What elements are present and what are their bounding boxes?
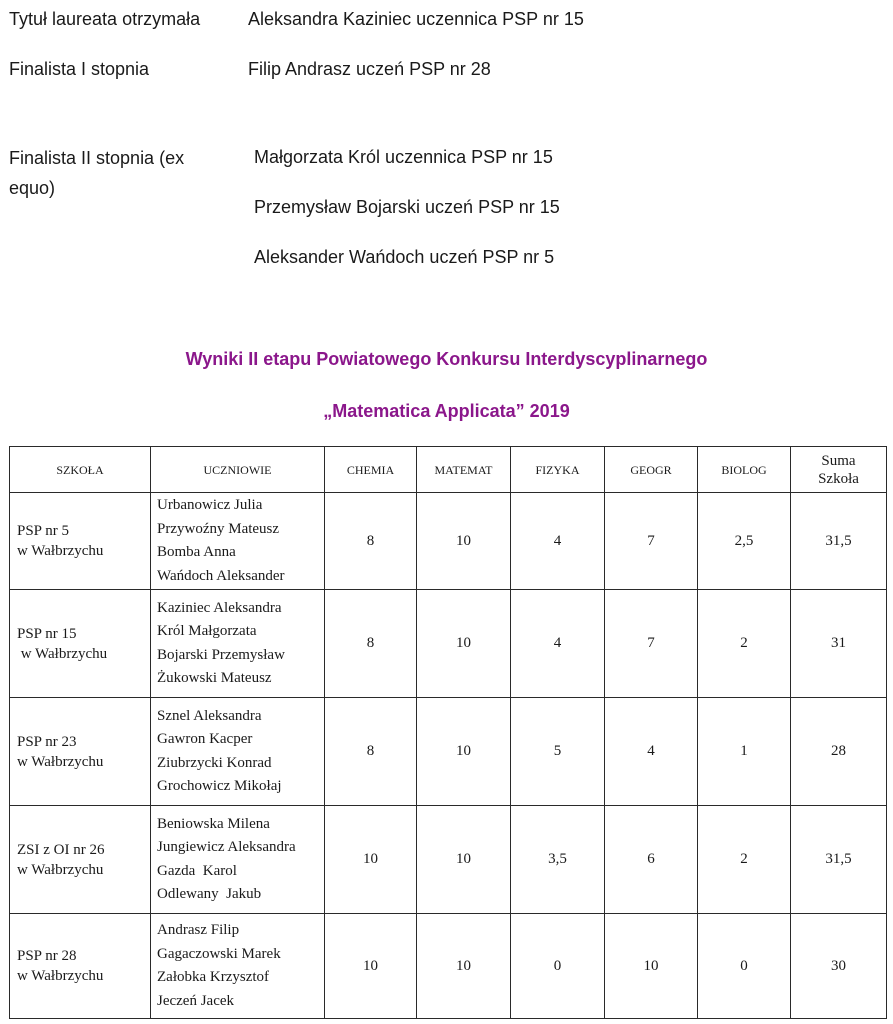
score-sum: 28 [791, 698, 887, 806]
finalist-1-value: Filip Andrasz uczeń PSP nr 28 [248, 59, 491, 79]
score-matemat: 10 [417, 698, 511, 806]
header-sum-line2: Szkoła [818, 470, 859, 487]
score-biolog: 1 [698, 698, 791, 806]
header-sum [791, 447, 887, 493]
score-chemia: 10 [325, 806, 417, 914]
student-name: Grochowicz Mikołaj [157, 778, 282, 794]
table-header-row [10, 447, 887, 493]
table-row [10, 806, 887, 914]
student-name: Gazda Karol [157, 862, 237, 879]
students-cell [151, 493, 325, 590]
score-sum: 31,5 [791, 806, 887, 914]
students-cell [151, 914, 325, 1019]
student-name: Odlewany Jakub [157, 886, 262, 902]
finalist-2-value: Małgorzata Król uczennica PSP nr 15 [254, 147, 553, 167]
score-fizyka: 5 [511, 698, 605, 806]
table-row [10, 590, 887, 698]
score-geogr: 4 [605, 698, 698, 806]
score-matemat: 10 [417, 914, 511, 1019]
score-sum: 31 [791, 590, 887, 698]
score-chemia: 10 [325, 914, 417, 1019]
student-name: Beniowska Milena [157, 815, 270, 832]
score-chemia: 8 [325, 493, 417, 590]
school-cell [10, 806, 151, 914]
score-sum: 30 [791, 914, 887, 1019]
school-city: w Wałbrzychu [17, 645, 108, 662]
score-fizyka: 0 [511, 914, 605, 1019]
score-geogr: 6 [605, 806, 698, 914]
student-name: Król Małgorzata [157, 623, 257, 639]
finalist-2-value: Przemysław Bojarski uczeń PSP nr 15 [254, 197, 560, 217]
finalist-1-label: Finalista I stopnia [9, 59, 150, 79]
school-cell [10, 590, 151, 698]
school-name: PSP nr 5 [17, 523, 69, 539]
results-table [9, 446, 887, 1019]
school-cell [10, 914, 151, 1019]
score-geogr: 7 [605, 493, 698, 590]
students-cell [151, 806, 325, 914]
score-chemia: 8 [325, 590, 417, 698]
school-name: PSP nr 23 [17, 733, 77, 750]
awards-section [0, 0, 893, 300]
student-name: Ziubrzycki Konrad [157, 754, 272, 771]
header-school: SZKOŁA [10, 447, 151, 493]
header-matemat: MATEMAT [417, 447, 511, 493]
score-fizyka: 4 [511, 590, 605, 698]
score-fizyka: 3,5 [511, 806, 605, 914]
results-heading-line2: „Matematica Applicata” 2019 [323, 401, 570, 421]
student-name: Gagaczowski Marek [157, 945, 281, 962]
student-name: Urbanowicz Julia [157, 497, 263, 513]
school-name: PSP nr 15 [17, 625, 77, 642]
score-matemat: 10 [417, 493, 511, 590]
student-name: Gawron Kacper [157, 731, 253, 747]
school-city: w Wałbrzychu [17, 753, 104, 770]
student-name: Sznel Aleksandra [157, 707, 262, 724]
finalist-2-label-line1: Finalista II stopnia (ex [9, 148, 185, 168]
table-row [10, 914, 887, 1019]
header-geogr: GEOGR [605, 447, 698, 493]
score-biolog: 2 [698, 806, 791, 914]
school-cell [10, 493, 151, 590]
header-chemia: CHEMIA [325, 447, 417, 493]
score-matemat: 10 [417, 806, 511, 914]
laureate-label: Tytuł laureata otrzymała [9, 9, 201, 29]
table-row [10, 493, 887, 590]
school-cell [10, 698, 151, 806]
header-biolog: BIOLOG [698, 447, 791, 493]
school-city: w Wałbrzychu [17, 861, 104, 878]
school-city: w Wałbrzychu [17, 543, 104, 559]
student-name: Jeczeń Jacek [157, 992, 235, 1009]
student-name: Bojarski Przemysław [157, 646, 285, 663]
student-name: Bomba Anna [157, 544, 236, 560]
student-name: Załobka Krzysztof [157, 969, 270, 985]
score-matemat: 10 [417, 590, 511, 698]
student-name: Andrasz Filip [157, 922, 240, 938]
results-heading-line1: Wyniki II etapu Powiatowego Konkursu Interdyscyplinarnego [185, 349, 708, 369]
score-biolog: 2,5 [698, 493, 791, 590]
student-name: Żukowski Mateusz [157, 670, 272, 686]
header-students: UCZNIOWIE [151, 447, 325, 493]
header-sum-line1: Suma [821, 452, 856, 469]
finalist-2-value: Aleksander Wańdoch uczeń PSP nr 5 [254, 247, 555, 267]
table-row [10, 698, 887, 806]
school-city: w Wałbrzychu [17, 968, 104, 984]
header-fizyka: FIZYKA [511, 447, 605, 493]
score-biolog: 2 [698, 590, 791, 698]
score-chemia: 8 [325, 698, 417, 806]
score-sum: 31,5 [791, 493, 887, 590]
student-name: Jungiewicz Aleksandra [157, 839, 296, 855]
score-geogr: 10 [605, 914, 698, 1019]
student-name: Kaziniec Aleksandra [157, 599, 282, 616]
student-name: Wańdoch Aleksander [157, 567, 285, 584]
finalist-2-label-line2: equo) [9, 178, 56, 198]
student-name: Przywoźny Mateusz [157, 520, 280, 537]
laureate-value: Aleksandra Kaziniec uczennica PSP nr 15 [248, 9, 584, 29]
school-name: PSP nr 28 [17, 948, 77, 964]
students-cell [151, 590, 325, 698]
students-cell [151, 698, 325, 806]
score-geogr: 7 [605, 590, 698, 698]
school-name: ZSI z OI nr 26 [17, 841, 105, 858]
score-biolog: 0 [698, 914, 791, 1019]
score-fizyka: 4 [511, 493, 605, 590]
